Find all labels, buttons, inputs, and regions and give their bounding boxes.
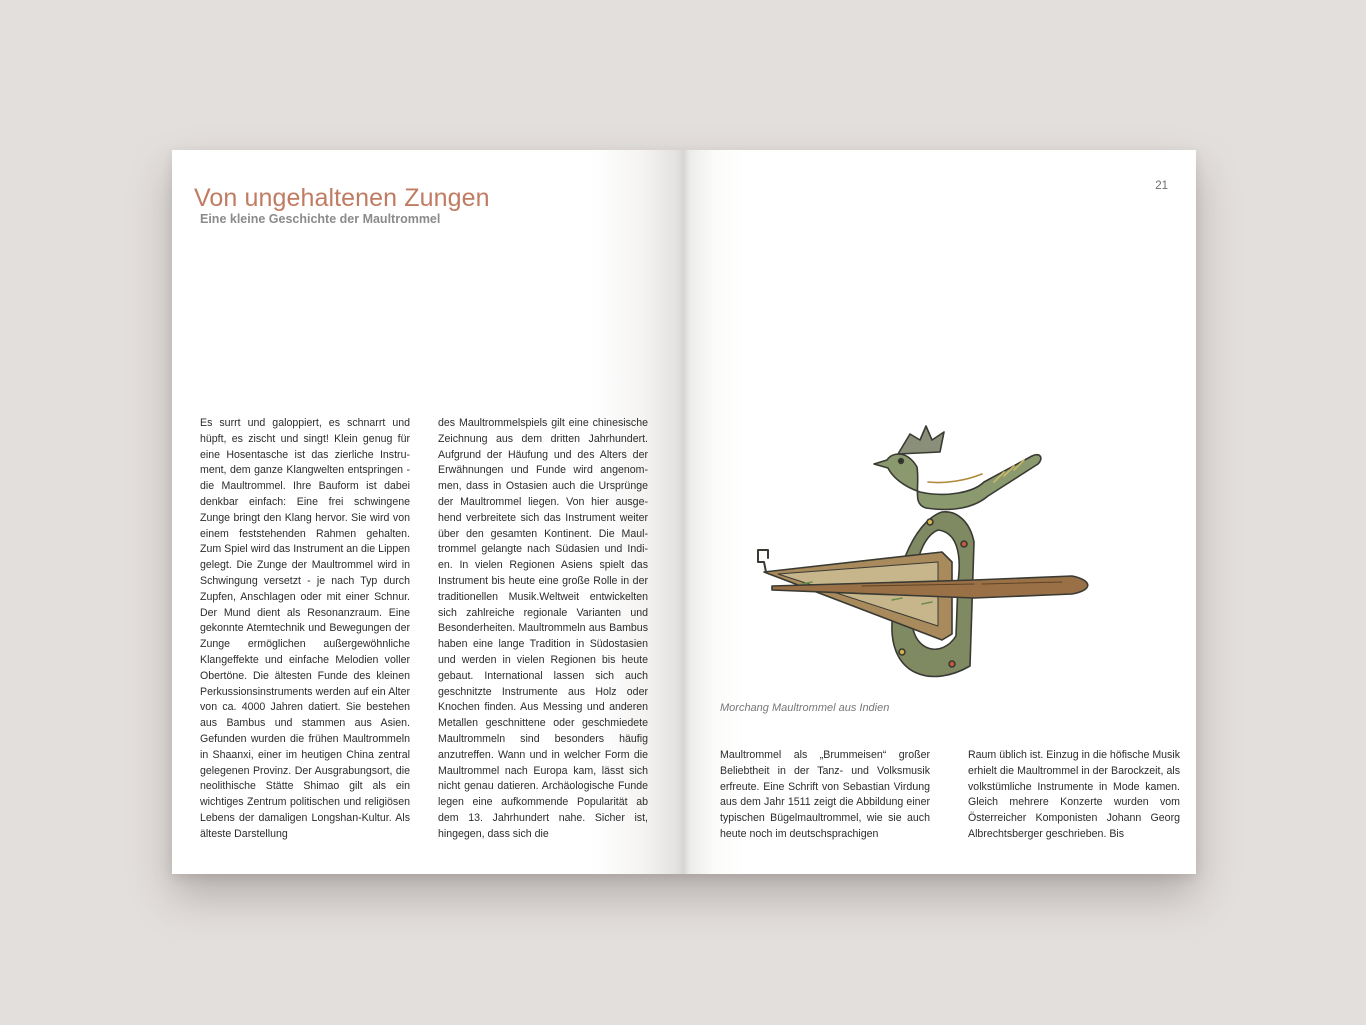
body-paragraph: des Maultrommelspiels gilt eine chinesische Zeichnung aus dem dritten Jahrhundert. Aufgrund der Häufung und des Alters der Erwähnungen und Funde wird angenommen, dass in Ostasien auch die Ursprünge der Maultrommel liegen. Von hier ausgehend verbreitete sich das Instrument weiter über den gesamten Kontinent. Die Maultrommel gelangte nach Südasien und Indien. In vielen Regionen Asiens spielt das Instrument bis heute eine große Rolle in der traditionellen Musik.Weltweit entwickelten sich zahlreiche regionale Varianten und Besonderheiten. Maultrommeln aus Bambus haben eine lange Tradition in Südostasien und werden in vielen Regionen bis heute gebaut. International lassen sich auch geschnitzte Instrumente aus Holz oder Knochen finden. Aus Messing und anderen Metallen geschnittene oder geschmiedete Maultrommeln sind besonders häufig anzutreffen. Wann und in welcher Form die Maultrommel nach Europa kam, lässt sich nicht genau datieren. Archäologische Funde legen eine aufkommende Popularität ab dem 13. Jahrhundert nahe. Sicher ist, hingegen, dass sich die <box>438 417 648 840</box>
text-column-3 <box>720 748 930 843</box>
morchang-jaw-harp-illustration-icon <box>742 412 1128 684</box>
book-spread <box>172 150 1196 874</box>
body-paragraph: Raum üblich ist. Einzug in die höfische Musik erhielt die Maultrommel in der Barockzeit, als volkstümliche Instrumente in Mode kamen. Gleich mehrere Konzerte wurden vom Österreicher Komponisten Johann Georg Albrechtsberger geschrieben. Bis <box>968 749 1180 840</box>
left-page <box>172 150 684 874</box>
text-column-1 <box>200 416 410 843</box>
figure-caption: Morchang Maultrommel aus Indien <box>720 702 890 714</box>
text-column-4 <box>968 748 1180 843</box>
page-number: 21 <box>1155 180 1168 192</box>
body-paragraph: Maultrommel als „Brummeisen“ großer Beliebtheit in der Tanz- und Volksmusik erfreute. Eine Schrift von Sebastian Virdung aus dem Jahr 1511 zeigt die Abbildung einer typischen Bügelmaultrommel, wie sie auch heute noch im deutschsprachigen <box>720 749 930 840</box>
body-paragraph: Es surrt und galoppiert, es schnarrt und hüpft, es zischt und singt! Klein genug für eine Hosentasche ist das zierliche Instrument, dem ganze Klangwelten entspringen - die Maultrommel. Ihre Bauform ist dabei denkbar einfach: Eine frei schwingene Zunge bringt den Klang hervor. Sie wird von einem feststehenden Rahmen gehalten. Zum Spiel wird das Instrument an die Lippen gelegt. Die Zunge der Maultrommel wird in Schwingung versetzt - je nach Typ durch Zupfen, Anschlagen oder mit einer Schnur. Der Mund dient als Resonanzraum. Eine gekonnte Atemtechnik und Bewegungen der Zunge ermöglichen außergewöhnliche Klangeffekte und einfache Melodien voller Obertöne. Die ältesten Funde des kleinen Perkussionsinstruments werden auf ein Alter von ca. 4000 Jahren datiert. Sie bestehen aus Bambus und stammen aus Asien. Gefunden wurden die frühen Maultrommeln in Shaanxi, einer im heutigen China zentral gelegenen Provinz. Der Ausgrabungsort, die neolithische Stätte Shimao gilt als ein wichtiges Zentrum politischen und religiösen Lebens der damaligen Longshan-Kultur. Als älteste Darstellung <box>200 417 410 840</box>
chapter-subtitle: Eine kleine Geschichte der Maultrommel <box>200 212 441 226</box>
chapter-title: Von ungehaltenen Zungen <box>194 184 490 212</box>
right-page <box>684 150 1196 874</box>
text-column-2 <box>438 416 648 843</box>
